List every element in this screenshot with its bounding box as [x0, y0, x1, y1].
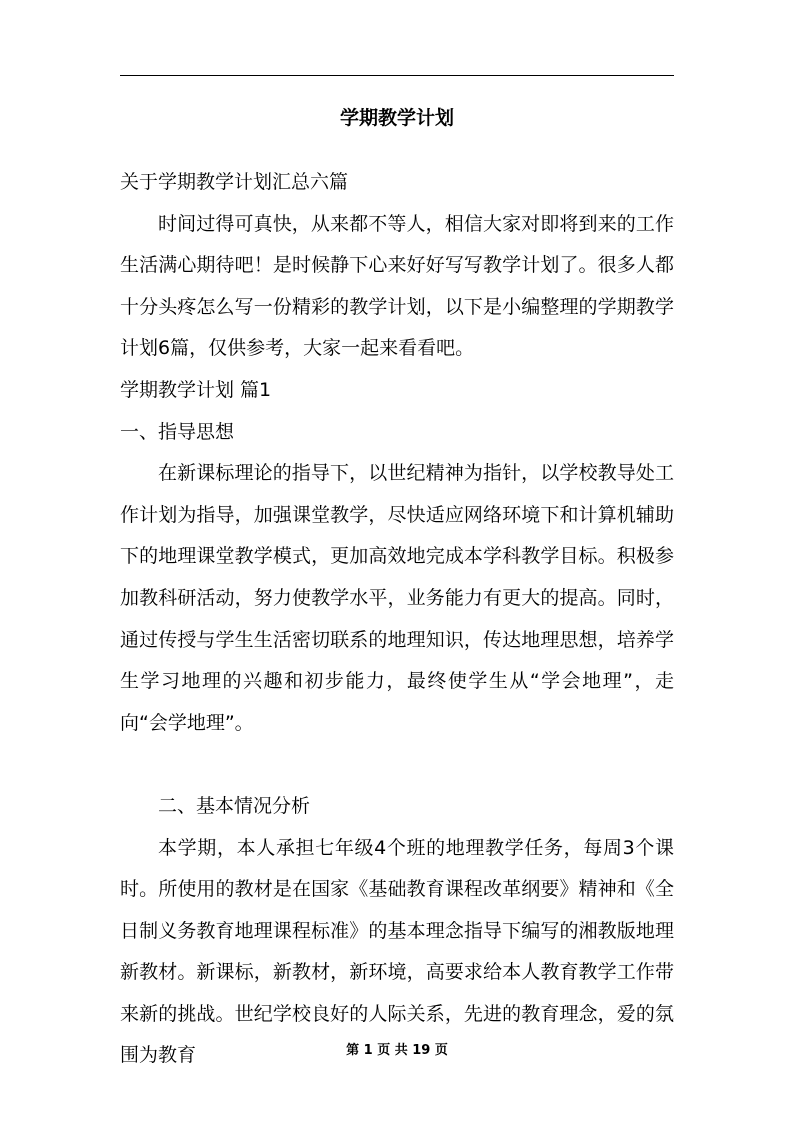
header-rule: [120, 75, 674, 76]
blank-line: [120, 744, 674, 786]
page-number-footer: 第 1 页 共 19 页: [346, 1043, 448, 1058]
heading-guiding-ideology: 一、指导思想: [120, 420, 235, 443]
paragraph-situation-analysis: 本学期，本人承担七年级4个班的地理教学任务，每周3个课时。所使用的教材是在国家《基础教育课程改革纲要》精神和《全日制义务教育地理课程标准》的基本理念指导下编写的湘教版地理新教材。新课标，新教材，新环境，高要求给本人教育教学工作带来新的挑战。世纪学校良好的人际关系，先进的教育理念，爱的氛围为教育: [120, 836, 674, 1067]
document-title: 学期教学计划: [339, 107, 454, 129]
document-subtitle: 关于学期教学计划汇总六篇: [120, 171, 349, 193]
heading-situation-analysis: 二、基本情况分析: [158, 794, 311, 817]
section-title: 学期教学计划 篇1: [120, 378, 272, 401]
document-body: [120, 162, 674, 1077]
intro-paragraph: 时间过得可真快，从来都不等人，相信大家对即将到来的工作生活满心期待吧！是时候静下心来好好写写教学计划了。很多人都十分头疼怎么写一份精彩的教学计划，以下是小编整理的学期教学计划6篇，仅供参考，大家一起来看看吧。: [120, 212, 674, 360]
paragraph-guiding-ideology: 在新课标理论的指导下，以世纪精神为指针，以学校教导处工作计划为指导，加强课堂教学，尽快适应网络环境下和计算机辅助下的地理课堂教学模式，更加高效地完成本学科教学目标。积极参加教科研活动，努力使教学水平，业务能力有更大的提高。同时，通过传授与学生生活密切联系的地理知识，传达地理思想，培养学生学习地理的兴趣和初步能力，最终使学生从“学会地理”，走向“会学地理”。: [120, 462, 674, 734]
